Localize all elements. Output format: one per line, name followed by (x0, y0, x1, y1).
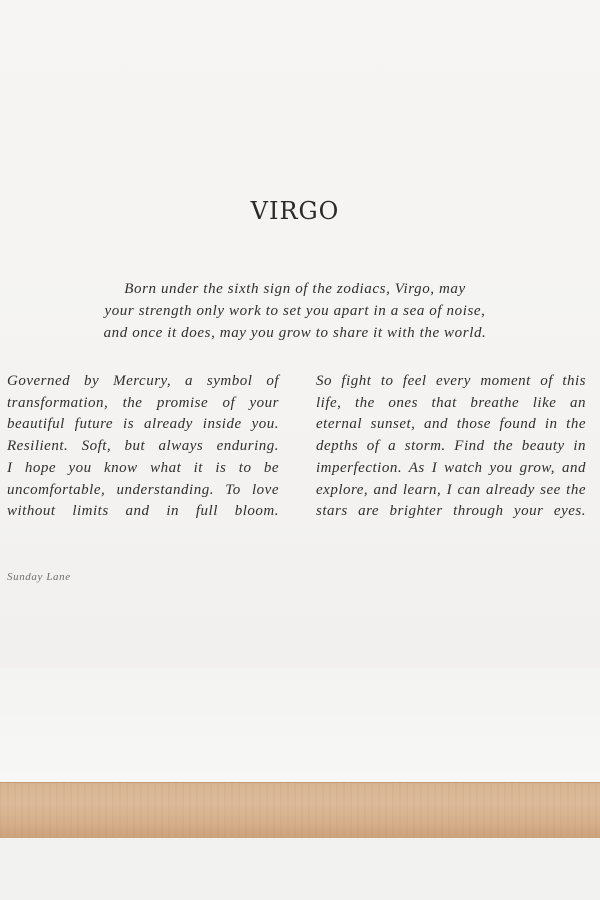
poster-title: VIRGO (250, 197, 340, 225)
frame-mat (0, 668, 600, 782)
right-column-line: eternal sunset, and those found in the (316, 416, 586, 433)
background-surface (0, 838, 600, 900)
intro-paragraph (70, 278, 520, 344)
left-column-line: uncomfortable, understanding. To love (7, 481, 279, 498)
right-column-line: depths of a storm. Find the beauty in (316, 438, 586, 455)
left-column-line: I hope you know what it is to be (7, 459, 279, 476)
right-column-line: imperfection. As I watch you grow, and (316, 459, 586, 476)
brand-signature: Sunday Lane (7, 571, 71, 583)
right-column-line: stars are brighter through your eyes. (316, 503, 586, 520)
intro-line: Born under the sixth sign of the zodiacs, Virgo, may (124, 281, 466, 297)
intro-line: and once it does, may you grow to share it with the world. (103, 325, 487, 341)
right-column-paragraph (316, 371, 586, 523)
left-column-line: Governed by Mercury, a symbol of (7, 373, 279, 389)
left-column-line: without limits and in full bloom. (7, 503, 279, 520)
right-column-line: So fight to feel every moment of this (316, 373, 586, 389)
wooden-frame-edge (0, 782, 600, 839)
left-column-line: Resilient. Soft, but always enduring. (7, 438, 279, 455)
right-column-line: explore, and learn, I can already see the (316, 481, 586, 498)
right-column-line: life, the ones that breathe like an (316, 394, 586, 411)
left-column-line: beautiful future is already inside you. (7, 416, 279, 433)
intro-line: your strength only work to set you apart in a sea of noise, (104, 303, 486, 319)
left-column-paragraph (7, 371, 279, 523)
left-column-line: transformation, the promise of your (7, 394, 279, 411)
